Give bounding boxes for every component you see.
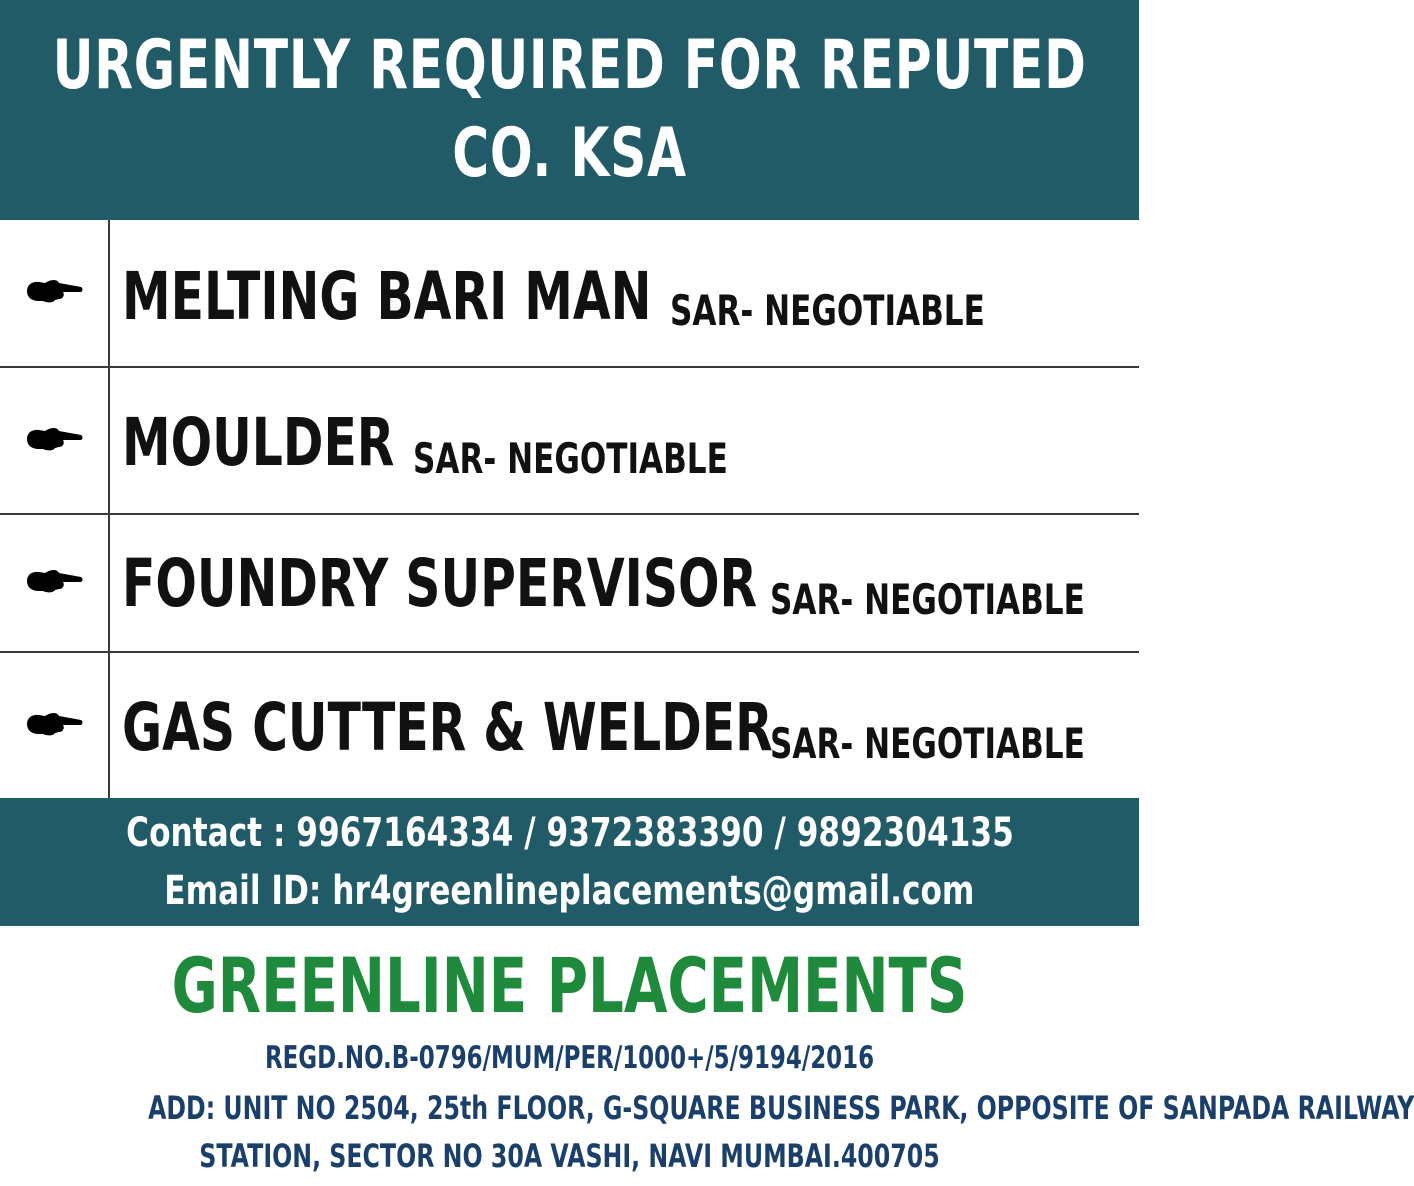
pointing-hand-icon: [25, 276, 83, 310]
bullet-cell: [0, 220, 110, 366]
company-name: GREENLINE PLACEMENTS: [171, 941, 968, 1030]
position-title: FOUNDRY SUPERVISOR: [122, 545, 758, 622]
bullet-cell: [0, 515, 110, 651]
position-row: [0, 515, 1139, 653]
header-title-line-1: URGENTLY REQUIRED FOR REPUTED: [52, 26, 1087, 105]
pointing-hand-icon: [25, 566, 83, 600]
position-salary: SAR- NEGOTIABLE: [770, 575, 1085, 624]
pointing-hand-icon: [25, 424, 83, 458]
contact-email: Email ID: hr4greenlineplacements@gmail.com: [164, 868, 975, 914]
position-row: [0, 653, 1139, 798]
position-title: GAS CUTTER & WELDER: [122, 689, 773, 766]
pointing-hand-icon: [25, 709, 83, 743]
header-title-line-2: CO. KSA: [452, 114, 687, 193]
bullet-cell: [0, 653, 110, 798]
header-banner: [0, 0, 1139, 220]
address-line-2: STATION, SECTOR NO 30A VASHI, NAVI MUMBAI.400705: [199, 1137, 940, 1175]
company-footer: [0, 926, 1414, 1186]
address-line-1: ADD: UNIT NO 2504, 25th FLOOR, G-SQUARE BUSINESS PARK, OPPOSITE OF SANPADA RAILWAY: [148, 1089, 1414, 1127]
bullet-cell: [0, 368, 110, 513]
positions-list: [0, 220, 1139, 798]
position-salary: SAR- NEGOTIABLE: [413, 434, 728, 483]
position-title: MELTING BARI MAN: [122, 258, 652, 335]
position-salary: SAR- NEGOTIABLE: [770, 719, 1085, 768]
position-title: MOULDER: [122, 404, 395, 481]
registration-number: REGD.NO.B-0796/MUM/PER/1000+/5/9194/2016: [264, 1040, 875, 1076]
contact-phones: Contact : 9967164334 / 9372383390 / 9892304135: [125, 810, 1014, 856]
contact-banner: [0, 798, 1139, 926]
position-salary: SAR- NEGOTIABLE: [670, 286, 985, 335]
position-row: [0, 368, 1139, 515]
position-row: [0, 220, 1139, 368]
